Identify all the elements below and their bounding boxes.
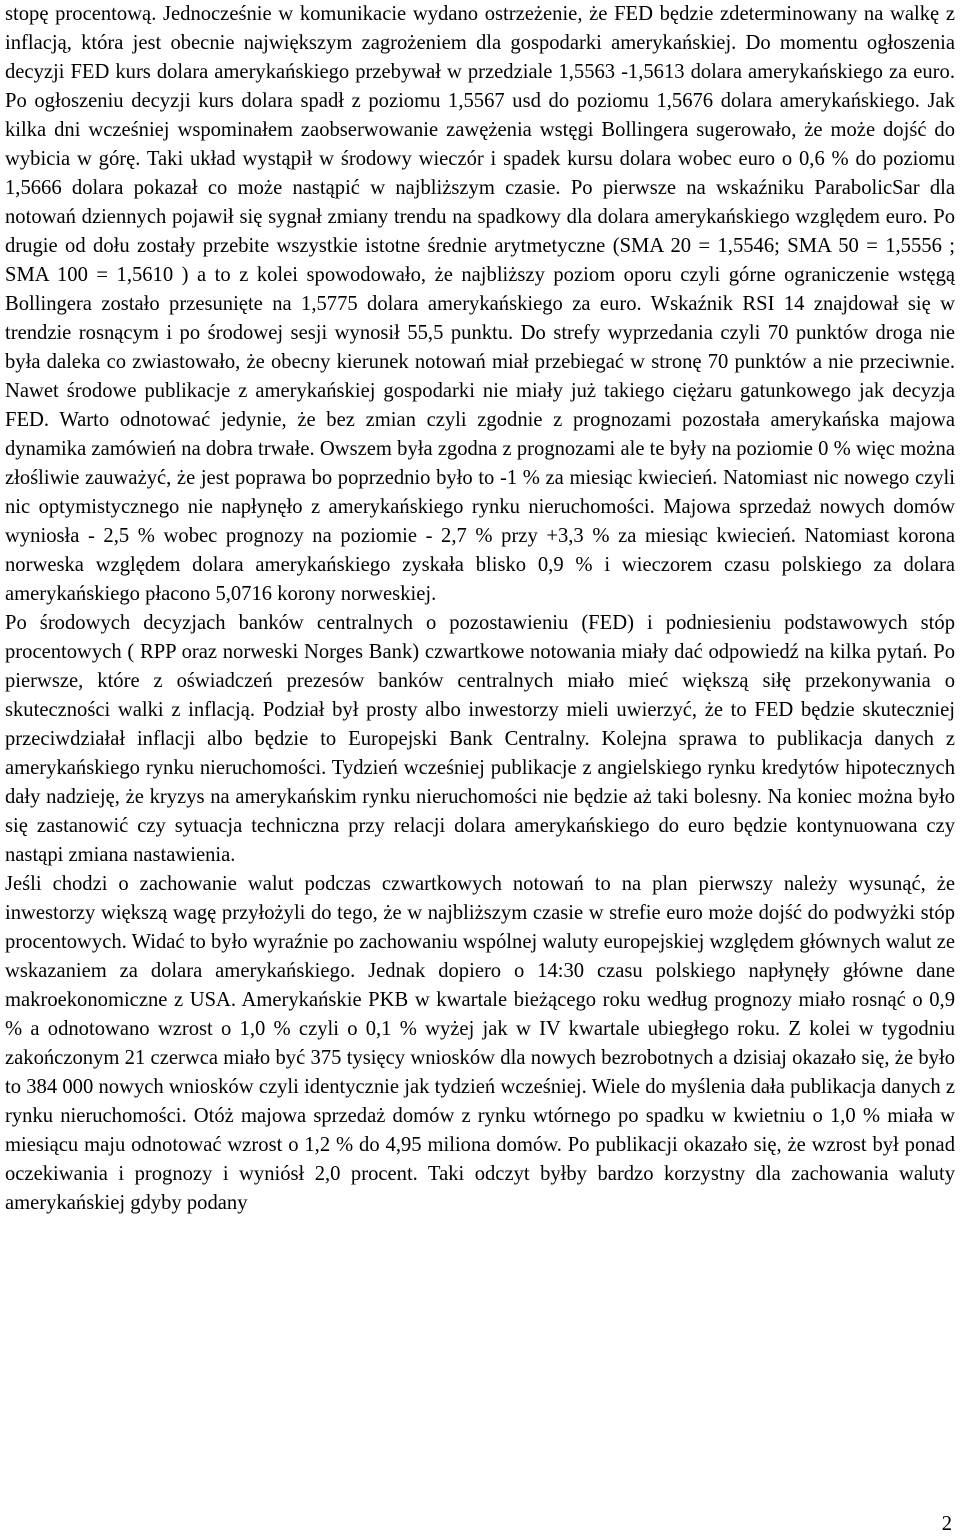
paragraph-thursday-questions: Po środowych decyzjach banków centralnych o pozostawieniu (FED) i podniesieniu podstawowych stóp procentowych ( RPP oraz norweski Norges Bank) czwartkowe notowania miały dać odpowiedź na kilka pytań. Po pierwsze, które z oświadczeń prezesów banków centralnych miało mieć większą siłę przekonywania o skuteczności walki z inflacją. Podział był prosty albo inwestorzy mieli uwierzyć, że to FED będzie skuteczniej przeciwdziałał inflacji albo będzie to Europejski Bank Centralny. Kolejna sprawa to publikacja danych z amerykańskiego rynku nieruchomości. Tydzień wcześniej publikacje z angielskiego rynku kredytów hipotecznych dały nadzieję, że kryzys na amerykańskim rynku nieruchomości nie będzie aż taki bolesny. Na koniec można było się zastanowić czy sytuacja techniczna przy relacji dolara amerykańskiego do euro będzie kontynuowana czy nastąpi zmiana nastawienia. bbox=[5, 612, 955, 866]
document-page bbox=[5, 0, 955, 1218]
paragraph-currency-behaviour: Jeśli chodzi o zachowanie walut podczas czwartkowych notowań to na plan pierwszy należy wysunąć, że inwestorzy większą wagę przyłożyli do tego, że w najbliższym czasie w strefie euro może dojść do podwyżki stóp procentowych. Widać to było wyraźnie po zachowaniu wspólnej waluty europejskiej względem głównych walut ze wskazaniem za dolara amerykańskiego. Jednak dopiero o 14:30 czasu polskiego napłynęły główne dane makroekonomiczne z USA. Amerykańskie PKB w kwartale bieżącego roku według prognozy miało rosnąć o 0,9 % a odnotowano wzrost o 1,0 % czyli o 0,1 % wyżej jak w IV kwartale ubiegłego roku. Z kolei w tygodniu zakończonym 21 czerwca miało być 375 tysięcy wniosków dla nowych bezrobotnych a dzisiaj okazało się, że było to 384 000 nowych wniosków czyli identycznie jak tydzień wcześniej. Wiele do myślenia dała publikacja danych z rynku nieruchomości. Otóż majowa sprzedaż domów z rynku wtórnego po spadku w kwietniu o 1,0 % miała w miesiącu maju odnotować wzrost o 1,2 % do 4,95 miliona domów. Po publikacji okazało się, że wzrost był ponad oczekiwania i prognozy i wyniósł 2,0 procent. Taki odczyt byłby bardzo korzystny dla zachowania waluty amerykańskiej gdyby podany bbox=[5, 873, 955, 1214]
page-number: 2 bbox=[941, 1513, 952, 1535]
paragraph-fed-decision: stopę procentową. Jednocześnie w komunikacie wydano ostrzeżenie, że FED będzie zdeterminowany na walkę z inflacją, która jest obecnie największym zagrożeniem dla gospodarki amerykańskiej. Do momentu ogłoszenia decyzji FED kurs dolara amerykańskiego przebywał w przedziale 1,5563 -1,5613 dolara amerykańskiego za euro. Po ogłoszeniu decyzji kurs dolara spadł z poziomu 1,5567 usd do poziomu 1,5676 dolara amerykańskiego. Jak kilka dni wcześniej wspominałem zaobserwowanie zawężenia wstęgi Bollingera sugerowało, że może dojść do wybicia w górę. Taki układ wystąpił w środowy wieczór i spadek kursu dolara wobec euro o 0,6 % do poziomu 1,5666 dolara pokazał co może nastąpić w najbliższym czasie. Po pierwsze na wskaźniku ParabolicSar dla notowań dziennych pojawił się sygnał zmiany trendu na spadkowy dla dolara amerykańskiego względem euro. Po drugie od dołu zostały przebite wszystkie istotne średnie arytmetyczne (SMA 20 = 1,5546; SMA 50 = 1,5556 ; SMA 100 = 1,5610 ) a to z kolei spowodowało, że najbliższy poziom oporu czyli górne ograniczenie wstęgą Bollingera zostało przesunięte na 1,5775 dolara amerykańskiego za euro. Wskaźnik RSI 14 znajdował się w trendzie rosnącym i po środowej sesji wynosił 55,5 punktu. Do strefy wyprzedania czyli 70 punktów droga nie była daleka co zwiastowało, że obecny kierunek notowań miał przebiegać w stronę 70 punktów a nie przeciwnie. Nawet środowe publikacje z amerykańskiej gospodarki nie miały już takiego ciężaru gatunkowego jak decyzja FED. Warto odnotować jedynie, że bez zmian czyli zgodnie z prognozami pozostała amerykańska majowa dynamika zamówień na dobra trwałe. Owszem była zgodna z prognozami ale te były na poziomie 0 % więc można złośliwie zauważyć, że jest poprawa bo poprzednio było to -1 % za miesiąc kwiecień. Natomiast nic nowego czyli nic optymistycznego nie napłynęło z amerykańskiego rynku nieruchomości. Majowa sprzedaż nowych domów wyniosła - 2,5 % wobec prognozy na poziomie - 2,7 % przy +3,3 % za miesiąc kwiecień. Natomiast korona norweska względem dolara amerykańskiego zyskała blisko 0,9 % i wieczorem czasu polskiego za dolara amerykańskiego płacono 5,0716 korony norweskiej. bbox=[5, 3, 955, 605]
